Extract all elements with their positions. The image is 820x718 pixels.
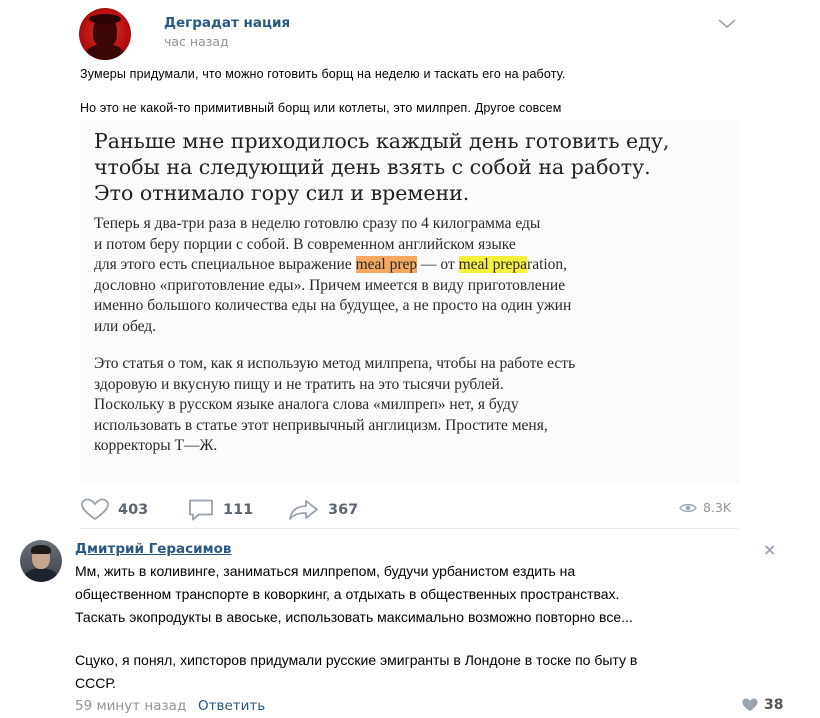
highlight-meal-preparation: meal prepa bbox=[458, 256, 528, 273]
share-count: 367 bbox=[328, 502, 359, 518]
eye-icon bbox=[679, 502, 697, 514]
share-button[interactable] bbox=[288, 498, 358, 522]
heart-icon bbox=[80, 498, 110, 522]
article-paragraph-2 bbox=[94, 354, 575, 457]
article-line: именно большого количества еды на будущее, а не просто на один ужин bbox=[94, 297, 572, 314]
like-button[interactable] bbox=[80, 498, 148, 522]
comment-text-line: общественном транспорте в коворкинг, а отдыхать в общественных пространствах. bbox=[75, 586, 620, 602]
views-count: 8.3K bbox=[703, 500, 732, 515]
post-timestamp[interactable]: час назад bbox=[164, 34, 229, 49]
article-heading-line: Это отнимало гору сил и времени. bbox=[94, 181, 470, 205]
heart-icon bbox=[742, 698, 758, 712]
comment-like-button[interactable] bbox=[742, 697, 783, 713]
comment-text-line: Таскать экопродукты в авоське, использовать максимально возможно повторно все... bbox=[75, 609, 633, 625]
commenter-avatar[interactable] bbox=[20, 540, 62, 582]
article-text: — от bbox=[417, 256, 459, 273]
close-icon[interactable]: × bbox=[763, 540, 777, 559]
article-line: Поскольку в русском языке аналога слова «милпреп» нет, я буду bbox=[94, 396, 519, 413]
comment-icon bbox=[187, 498, 215, 522]
avatar-hair bbox=[31, 545, 51, 554]
views-counter bbox=[679, 500, 731, 515]
article-line: корректоры Т—Ж. bbox=[94, 437, 218, 454]
article-line-highlighted bbox=[94, 255, 571, 276]
divider bbox=[80, 528, 738, 529]
article-heading-line: Раньше мне приходилось каждый день готовить еду, bbox=[94, 129, 670, 153]
comment-text-line: Мм, жить в коливинге, заниматься милпрепом, будучи урбанистом ездить на bbox=[75, 563, 576, 579]
comment-timestamp[interactable]: 59 минут назад bbox=[75, 698, 187, 714]
share-arrow-icon bbox=[288, 498, 320, 522]
avatar-shoulders bbox=[24, 568, 58, 582]
article-line: использовать в статье этот непривычный англицизм. Простите меня, bbox=[94, 416, 548, 434]
article-line: дословно «приготовление еды». Причем имеется в виду приготовление bbox=[94, 276, 566, 294]
article-paragraph-1 bbox=[94, 214, 571, 337]
like-count: 403 bbox=[118, 502, 149, 518]
comment-text-line: Сцуко, я понял, хипсторов придумали русские эмигранты в Лондоне в тоске по быту в bbox=[75, 652, 638, 668]
comment-count: 111 bbox=[223, 502, 254, 518]
group-avatar[interactable] bbox=[79, 8, 131, 60]
comment-like-count: 38 bbox=[764, 697, 784, 713]
article-heading bbox=[94, 128, 669, 206]
article-line: или обед. bbox=[94, 317, 157, 335]
article-heading-line: чтобы на следующий день взять с собой на работу. bbox=[94, 155, 651, 179]
highlight-meal-prep: meal prep bbox=[355, 256, 418, 273]
article-line: и потом беру порции с собой. В современном английском языке bbox=[94, 235, 516, 253]
comment-author-link[interactable]: Дмитрий Герасимов bbox=[75, 541, 232, 557]
article-line: Это статья о том, как я использую метод милпрепа, чтобы на работе есть bbox=[94, 355, 576, 372]
reply-button[interactable]: Ответить bbox=[198, 698, 266, 714]
article-text: для этого есть специальное выражение bbox=[94, 256, 356, 273]
post-text-line-1: Зумеры придумали, что можно готовить борщ на неделю и таскать его на работу. bbox=[80, 67, 566, 81]
chevron-down-icon[interactable] bbox=[718, 19, 736, 29]
article-line: здоровую и вкусную пищу и не тратить на это тысячи рублей. bbox=[94, 375, 504, 393]
group-name-link[interactable]: Деградат нация bbox=[164, 15, 291, 31]
avatar-figure-beret bbox=[89, 14, 121, 24]
comment-button[interactable] bbox=[187, 498, 253, 522]
post-text-line-2: Но это не какой-то примитивный борщ или котлеты, это милпреп. Другое совсем bbox=[80, 101, 562, 115]
article-text: ration, bbox=[527, 256, 568, 273]
article-line: Теперь я два-три раза в неделю готовлю сразу по 4 килограмма еды bbox=[94, 215, 541, 232]
comment-text-line: СССР. bbox=[75, 675, 116, 691]
article-image[interactable] bbox=[80, 120, 740, 484]
